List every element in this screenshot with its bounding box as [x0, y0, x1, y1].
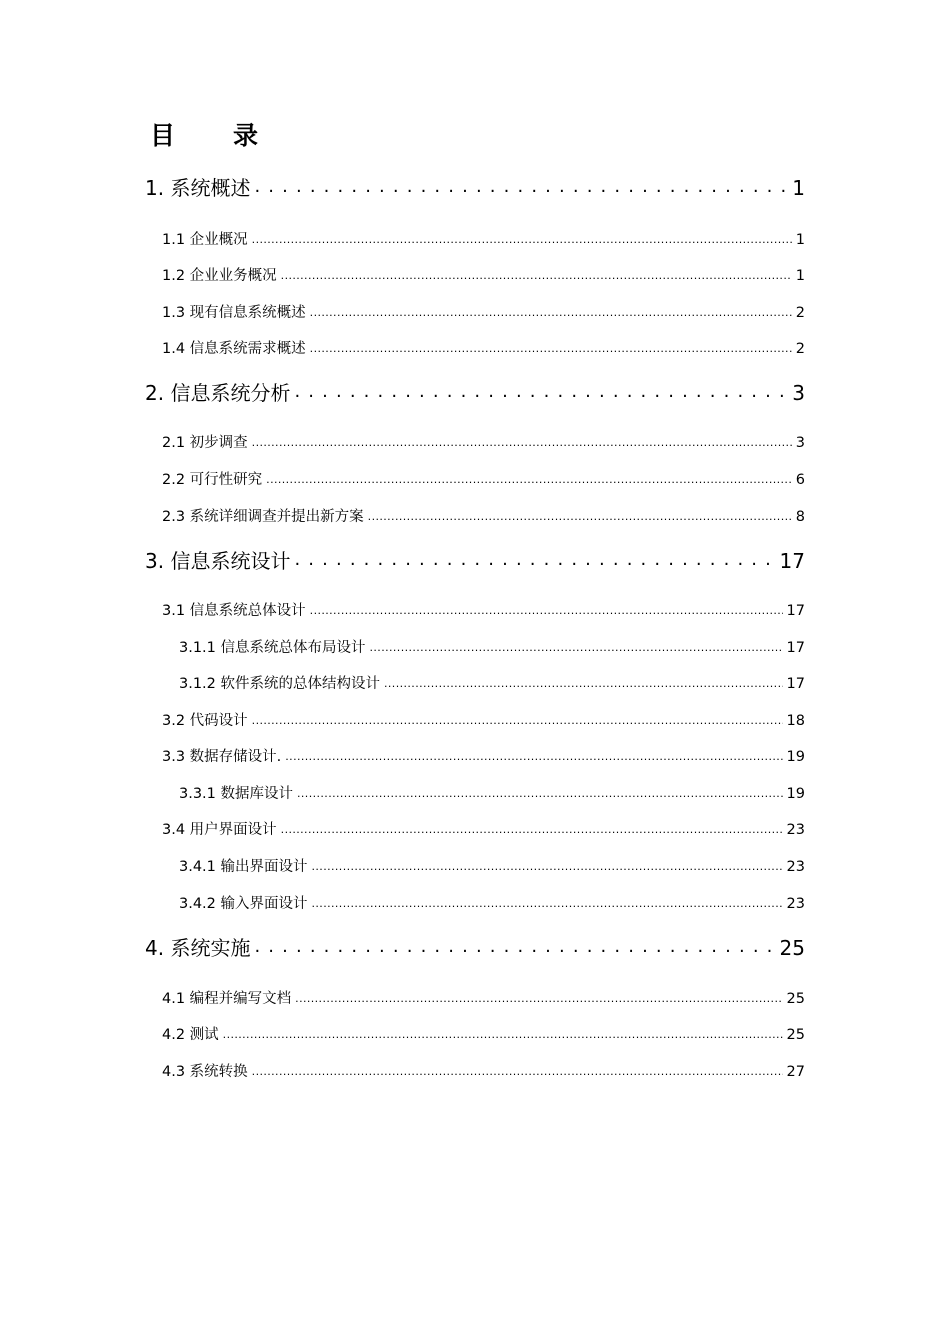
toc-title-char-2: 录 [233, 121, 259, 150]
toc-entry-1-4[interactable] [162, 337, 805, 358]
toc-entry-label: 2. 信息系统分析 [145, 381, 291, 405]
toc-page-number: 3 [795, 435, 805, 451]
toc-leader-dots [252, 230, 792, 245]
toc-entry-3-1-2[interactable] [179, 672, 805, 693]
toc-entry-label: 3.1.2 软件系统的总体结构设计 [179, 676, 381, 692]
toc-page-number: 17 [786, 640, 805, 656]
toc-entry-3-4[interactable] [162, 818, 805, 839]
toc-entry-label: 2.3 系统详细调查并提出新方案 [162, 509, 364, 525]
toc-leader-dots [310, 601, 783, 616]
toc-entry-chapter-4[interactable] [145, 932, 805, 961]
toc-leader-dots [266, 470, 792, 485]
toc-entry-label: 1.3 现有信息系统概述 [162, 305, 306, 321]
toc-entry-chapter-3[interactable] [145, 545, 805, 574]
toc-entry-3-1-1[interactable] [179, 636, 805, 657]
toc-page-number: 8 [795, 509, 805, 525]
toc-leader-dots [223, 1025, 783, 1040]
toc-leader-dots [285, 747, 782, 762]
toc-leader-dots [281, 266, 792, 281]
toc-page-number: 17 [786, 603, 805, 619]
toc-leader-dots [294, 548, 775, 568]
toc-leader-dots [252, 711, 783, 726]
toc-leader-dots [310, 303, 792, 318]
toc-entry-2-2[interactable] [162, 468, 805, 489]
toc-page-number: 23 [786, 896, 805, 912]
toc-entry-4-3[interactable] [162, 1060, 805, 1081]
toc-page-number: 3 [792, 381, 805, 405]
toc-leader-dots [370, 638, 783, 653]
toc-leader-dots [254, 175, 788, 195]
toc-leader-dots [281, 820, 783, 835]
toc-leader-dots [368, 507, 792, 522]
toc-entry-2-1[interactable] [162, 431, 805, 452]
toc-entry-label: 3.4.1 输出界面设计 [179, 859, 308, 875]
toc-title-char-1: 目 [150, 121, 176, 150]
toc-entry-label: 3.4.2 输入界面设计 [179, 896, 308, 912]
toc-entry-label: 3.3 数据存储设计. [162, 749, 282, 765]
toc-entry-label: 4.1 编程并编写文档 [162, 991, 292, 1007]
toc-entry-label: 4.3 系统转换 [162, 1064, 248, 1080]
toc-entry-label: 3.4 用户界面设计 [162, 822, 277, 838]
toc-entry-1-1[interactable] [162, 228, 805, 249]
toc-leader-dots [384, 674, 783, 689]
toc-entry-label: 4. 系统实施 [145, 936, 251, 960]
toc-entry-3-1[interactable] [162, 599, 805, 620]
toc-entry-1-2[interactable] [162, 264, 805, 285]
toc-entry-chapter-2[interactable] [145, 377, 805, 406]
toc-page-number: 23 [786, 859, 805, 875]
toc-leader-dots [252, 433, 792, 448]
toc-page-number: 25 [786, 1027, 805, 1043]
toc-leader-dots [310, 339, 792, 354]
toc-entry-label: 1.4 信息系统需求概述 [162, 341, 306, 357]
toc-page-number: 2 [795, 305, 805, 321]
toc-page-number: 2 [795, 341, 805, 357]
toc-leader-dots [312, 894, 783, 909]
toc-title [150, 116, 258, 152]
toc-leader-dots [254, 935, 775, 955]
toc-entry-label: 3.3.1 数据库设计 [179, 786, 294, 802]
toc-entry-chapter-1[interactable] [145, 172, 805, 201]
toc-entry-label: 3.1.1 信息系统总体布局设计 [179, 640, 366, 656]
toc-page-number: 17 [779, 549, 805, 573]
toc-leader-dots [252, 1062, 783, 1077]
toc-entry-3-4-2[interactable] [179, 892, 805, 913]
toc-page-number: 25 [779, 936, 805, 960]
toc-leader-dots [312, 857, 783, 872]
toc-page-number: 1 [792, 176, 805, 200]
toc-entry-label: 1.1 企业概况 [162, 232, 248, 248]
toc-entry-4-2[interactable] [162, 1023, 805, 1044]
toc-leader-dots [294, 380, 788, 400]
toc-entry-label: 1.2 企业业务概况 [162, 268, 277, 284]
toc-entry-4-1[interactable] [162, 987, 805, 1008]
toc-entry-2-3[interactable] [162, 505, 805, 526]
toc-page-number: 27 [786, 1064, 805, 1080]
toc-leader-dots [297, 784, 783, 799]
toc-entry-label: 2.2 可行性研究 [162, 472, 263, 488]
toc-entry-3-4-1[interactable] [179, 855, 805, 876]
toc-entry-label: 3. 信息系统设计 [145, 549, 291, 573]
toc-entry-label: 1. 系统概述 [145, 176, 251, 200]
toc-entry-label: 3.1 信息系统总体设计 [162, 603, 306, 619]
toc-entry-label: 2.1 初步调查 [162, 435, 248, 451]
toc-entry-3-3[interactable] [162, 745, 805, 766]
toc-page-number: 6 [795, 472, 805, 488]
toc-page-number: 23 [786, 822, 805, 838]
toc-entry-label: 3.2 代码设计 [162, 713, 248, 729]
toc-page-number: 1 [795, 268, 805, 284]
toc-page-number: 1 [795, 232, 805, 248]
toc-entry-1-3[interactable] [162, 301, 805, 322]
toc-page-number: 19 [786, 749, 805, 765]
toc-page-number: 19 [786, 786, 805, 802]
toc-page-number: 17 [786, 676, 805, 692]
toc-entry-3-3-1[interactable] [179, 782, 805, 803]
toc-page-number: 18 [786, 713, 805, 729]
toc-leader-dots [295, 989, 782, 1004]
toc-entry-label: 4.2 测试 [162, 1027, 219, 1043]
toc-entry-3-2[interactable] [162, 709, 805, 730]
toc-page-number: 25 [786, 991, 805, 1007]
